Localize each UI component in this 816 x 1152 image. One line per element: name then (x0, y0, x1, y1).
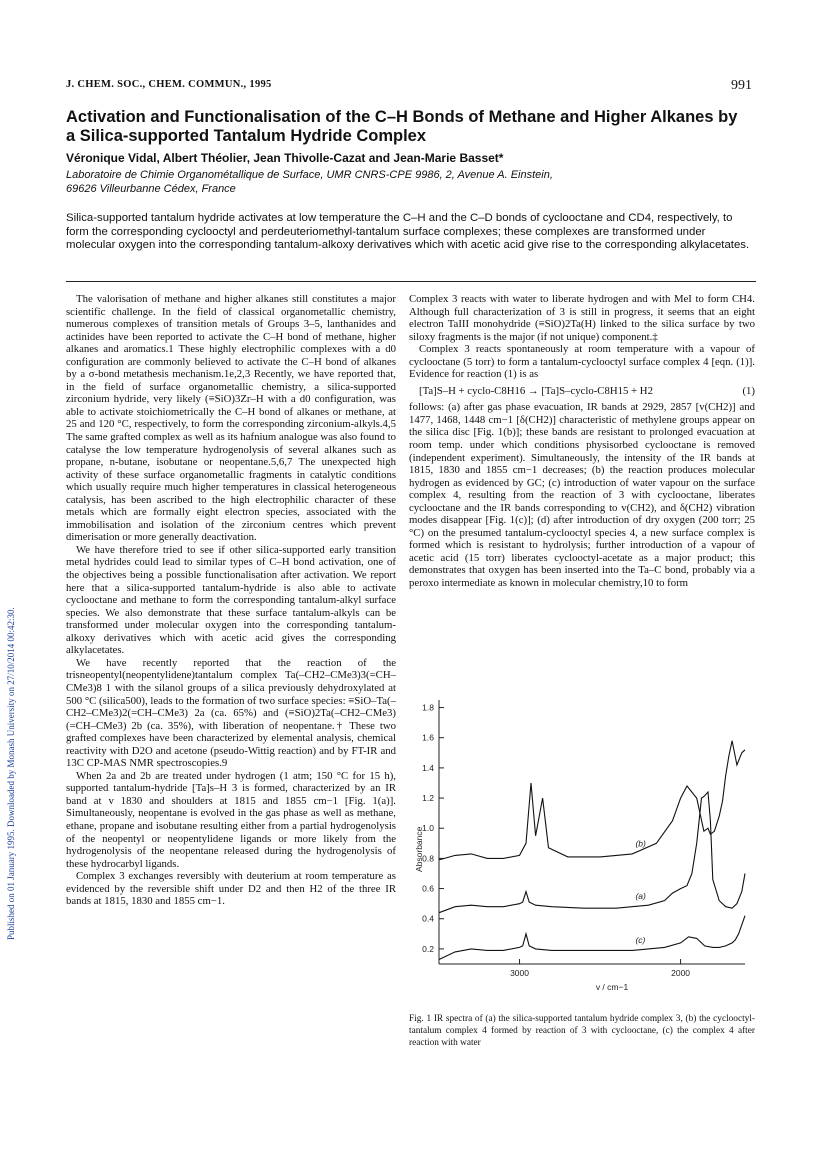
page-number: 991 (731, 78, 752, 93)
series-label: (b) (635, 838, 646, 849)
y-tick-label: 0.8 (422, 853, 434, 864)
series-label: (a) (635, 891, 646, 902)
paragraph: When 2a and 2b are treated under hydrogen (1 atm; 150 °C for 15 h), supported tantalum-hydride [Ta]s–H 3 is formed, characterized by an IR band at v 1830 and shoulders at 1815 and 1855 cm−1 [Fig. 1(a)]. Simultaneously, neopentane is evolved in the gas phase as well as methane, ethane, propane and isobutane resulting either from a partial hydrogenolysis of the neopentyl or neopentylidene ligands or more likely from the hydrogenolysis of the neopentane released during the hydrogenolysis of these hydrocarbyl ligands. (66, 769, 396, 870)
paragraph: Complex 3 reacts spontaneously at room temperature with a vapour of cyclooctane (5 torr) to form a tantalum-cyclooctyl surface complex 4 [eqn. (1)]. Evidence for reaction (1) is as (409, 343, 755, 381)
paragraph: We have therefore tried to see if other silica-supported early transition metal hydrides could lead to similar types of C–H bond activation, one of the objectives being a possible functionalisation after activation. We report here that a silica-supported tantalum-hydride is also able to activate cyclooctane and methane to form the corresponding tantalum-alkyl surface species. We also demonstrate that these surface tantalum-alkyls can be transformed under molecular oxygen into the corresponding tantalum-alkoxy derivatives which with acetic acid gives the corresponding alkylacetates. (66, 543, 396, 657)
y-tick-label: 1.0 (422, 823, 434, 834)
ir-spectrum-chart (409, 690, 755, 1010)
left-column (66, 293, 396, 908)
paragraph: Complex 3 reacts with water to liberate hydrogen and with MeI to form CH4. Although full characterization of 3 is still in progress, it seems that an eight electron TaIII monohydride (≡SiO)2Ta(H) linked to the silica surface by two siloxy fragments is the major (if not unique) component.‡ (409, 293, 755, 343)
y-tick-label: 1.2 (422, 793, 434, 804)
abstract-rule (66, 281, 756, 282)
y-tick-label: 1.8 (422, 702, 434, 713)
download-note[interactable]: Published on 01 January 1995. Downloaded by Monash University on 27/10/2014 00:42:30. (6, 607, 16, 940)
equation-text: [Ta]S–H + cyclo-C8H16 → [Ta]S–cyclo-C8H15 + H2 (419, 384, 653, 397)
affiliation (66, 168, 766, 196)
affiliation-line-2: 69626 Villeurbanne Cédex, France (66, 183, 236, 195)
equation-number: (1) (742, 384, 755, 397)
paragraph: follows: (a) after gas phase evacuation, IR bands at 2929, 2857 [v(CH2)] and 1477, 1468, 1448 cm−1 [δ(CH2)] characteristic of methylene groups appear on the silica disc [Fig. 1(b)]; these bands are resistant to prolonged evacuation at room temp. under which conditions physisorbed cyclooctane is removed (independent experiment). Simultaneously, the intensity of the IR bands at 1815, 1830 and 1855 cm−1 decreases; (b) the reaction produces molecular hydrogen as evidenced by GC; (c) introduction of water vapour on the surface complex 4, resulting from the reaction of 3 with cyclooctane, liberates cyclooctane and the IR bands corresponding to v(CH2), and δ(CH2) vibration modes disappear [Fig. 1(c)]; (d) after introduction of dry oxygen (200 torr; 25 °C) on the presumed tantalum-cyclooctyl species 4, a new surface complex is formed which is resistant to hydrolysis; further introduction of a vapour of acetic acid (15 torr) liberates cyclooctyl-acetate as a major product; this demonstrates that oxygen has been inserted into the Ta–C bond, probably via a peroxo intermediate as known in molecular chemistry,10 to form (409, 401, 755, 590)
y-tick-label: 0.6 (422, 883, 434, 894)
journal-header: J. CHEM. SOC., CHEM. COMMUN., 1995 (66, 79, 272, 90)
x-axis-label: v / cm−1 (595, 982, 629, 992)
equation-1 (409, 381, 755, 402)
affiliation-line-1: Laboratoire de Chimie Organométallique de Surface, UMR CNRS-CPE 9986, 2, Avenue A. Einstein, (66, 169, 553, 181)
chart-axes (422, 700, 745, 978)
x-tick-label: 3000 (510, 968, 529, 978)
paragraph: We have recently reported that the reaction of the trisneopentyl(neopentylidene)tantalum complex Ta(–CH2–CMe3)3(=CH–CMe3)8 1 with the silanol groups of a silica previously dehydroxylated at 500 °C (silica500), leads to the formation of two surface species: ≡SiO–Ta(–CH2–CMe3)2(=CH–CMe3) 2a (ca. 65%) and (≡SiO)2Ta(–CH2–CMe3)(=CH–CMe3) 2b (ca. 35%), with liberation of neopentane.† These two grafted complexes have been characterized by elemental analysis, chemical reactivity with D2O and acetone (pseudo-Wittig reaction) and by FT-IR and 13C CP-MAS NMR spectroscopies.9 (66, 656, 396, 770)
title-line-2: a Silica-supported Tantalum Hydride Complex (66, 127, 427, 145)
y-tick-label: 1.4 (422, 762, 434, 773)
series-label: (c) (635, 934, 646, 945)
x-tick-label: 2000 (671, 968, 691, 978)
title-line-1: Activation and Functionalisation of the C–H Bonds of Methane and Higher Alkanes by (66, 108, 738, 126)
series-line (439, 741, 745, 860)
abstract: Silica-supported tantalum hydride activates at low temperature the C–H and the C–D bonds of cyclooctane and CD4, respectively, to form the corresponding cyclooctyl and perdeuteriomethyl-tantalum surface complexes; these complexes are transformed under molecular oxygen into the corresponding tantalum-alkoxy derivatives which with acetic acid give rise to the corresponding alkylacetates. (66, 212, 750, 252)
y-tick-label: 0.4 (422, 913, 434, 924)
article-title (66, 108, 766, 146)
authors: Véronique Vidal, Albert Théolier, Jean Thivolle-Cazat and Jean-Marie Basset* (66, 151, 504, 165)
series-line (439, 916, 745, 960)
right-column (409, 293, 755, 590)
y-tick-label: 1.6 (422, 732, 434, 743)
y-axis-label: Absorbance (414, 826, 424, 872)
figure-caption: Fig. 1 IR spectra of (a) the silica-supported tantalum hydride complex 3, (b) the cyclooctyl-tantalum complex 4 formed by reaction of 3 with cyclooctane, (c) the complex 4 after reaction with water (409, 1014, 755, 1048)
y-tick-label: 0.2 (422, 943, 434, 954)
paragraph: The valorisation of methane and higher alkanes still constitutes a major scientific challenge. In the field of classical organometallic chemistry, numerous complexes of transition metals of Groups 3–5, lanthanides and actinides have been reported to activate the C–H bond of methane, higher alkanes and aromatics.1 These highly electrophilic complexes with a d0 configuration are commonly believed to activate the C–H bond of alkanes by a σ-bond metathesis mechanism.1e,2,3 Recently, we have reported that, in the field of surface organometallic chemistry, a silica-supported zirconium hydride, very likely (≡SiO)3Zr–H with a d0 configuration, was able to activate stoichiometrically the C–H bond of alkanes or methane, at 25 and 120 °C, respectively, to form the corresponding zirconium-alkyls.4,5 The same grafted complex as well as its hafnium analogue was also found to catalyse the low temperature hydrogenolysis of several alkanes such as propane, n-butane, isobutane or neopentane.5,6,7 The unexpected high activity of these surface organometallic fragments in catalytic conditions which usually require much higher temperatures in classical heterogeneous catalysis, has been ascribed to the high electrophilic character of these metals which are formally eight electron species, associated with the immobilisation and isolation of the zirconium centres which prevent dimerisation or more generally deactivation. (66, 293, 396, 544)
chart-series (439, 741, 745, 960)
paragraph: Complex 3 exchanges reversibly with deuterium at room temperature as evidenced by the reversible shift under D2 and then H2 of the three IR bands at 1815, 1830 and 1855 cm−1. (66, 870, 396, 908)
